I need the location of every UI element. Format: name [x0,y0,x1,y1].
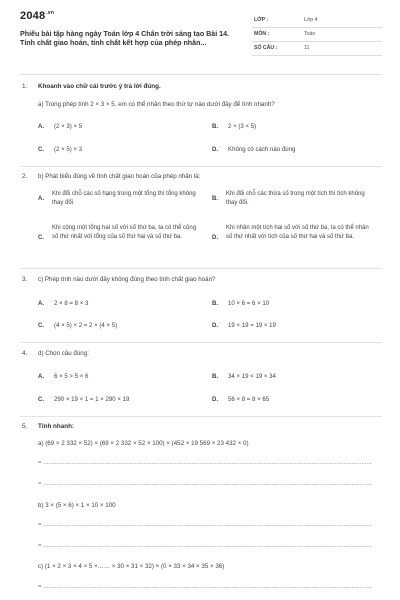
answer-option[interactable]: A. Khi đổi chỗ các số hạng trong một tổng thì tổng không thay đổi [38,191,196,206]
answer-option[interactable]: C. 290 × 19 × 1 = 1 × 290 × 19 [38,396,130,403]
answer-line[interactable]: = ..................................................................................................................................................................................................... [38,584,372,590]
question-prompt: a) Trong phép tính 2 × 3 × 5, em có thể nhân theo thứ tự nào dưới đây để tính nhanh? [38,101,275,108]
answer-option[interactable]: D. Khi nhân một tích hai số với số thứ ba, ta có thể nhân số thứ nhất với tích của số thứ hai và số thứ ba. [212,225,369,241]
answer-option[interactable]: B. 10 × 6 = 6 × 10 [212,300,270,307]
answer-option[interactable]: B. Khi đổi chỗ các thừa số trong một tích thì tích không thay đổi. [212,191,365,206]
answer-option[interactable]: D. Không có cách nào đúng [212,146,296,153]
divider [20,166,382,167]
divider [20,74,382,75]
answer-line[interactable]: = ..................................................................................................................................................................................................... [38,522,372,528]
worksheet-header [20,10,382,68]
exercise-part-a: a) (69 × 2 332 × 52) × (69 × 2 332 × 52 × 100) × (452 × 19 569 × 23 432 × 0) [38,440,249,447]
meta-row-count: SỐ CÂU : 11 [252,42,382,56]
answer-option[interactable]: D. 56 × 8 = 8 × 65 [212,396,270,403]
worksheet-title: Phiếu bài tập hàng ngày Toán lớp 4 Chân trời sáng tạo Bài 14. Tính chất giao hoán, tính chất kết hợp của phép nhân... [20,30,230,48]
divider [20,268,382,269]
answer-option[interactable]: C. (2 × 5) × 3 [38,146,83,153]
meta-row-subject: MÔN : Toán [252,28,382,42]
question-prompt: b) Phát biểu đúng về tính chất giao hoán của phép nhân là: [38,173,201,180]
answer-option[interactable]: A. 2 × 8 = 8 × 3 [38,300,89,307]
question-number: 2. [22,173,28,180]
answer-option[interactable]: A. 6 × 5 > 5 × 6 [38,373,89,380]
answer-option[interactable]: A. (2 × 3) × 5 [38,123,83,130]
divider [20,416,382,417]
question-number: 3. [22,276,28,283]
answer-option[interactable]: C. Khi cộng một tổng hai số với số thứ ba, ta có thể cộng số thứ nhất với tổng của số thứ hai và số thứ ba. [38,225,197,241]
site-logo[interactable]: $2048^{.vn}$ [20,10,55,22]
question-prompt: c) Phép tính nào dưới đây không đúng theo tính chất giao hoán? [38,276,216,283]
question-heading: Tính nhanh: [38,423,75,430]
answer-line[interactable]: = ..................................................................................................................................................................................................... [38,543,372,549]
meta-row-class: LỚP : Lớp 4 [252,14,382,28]
answer-line[interactable]: = ..................................................................................................................................................................................................... [38,460,372,466]
question-number: 5. [22,423,28,430]
question-number: 1. [22,83,28,90]
question-heading: Khoanh vào chữ cái trước ý trả lời đúng. [38,83,161,90]
exercise-part-b: b) 3 × (5 × 6) × 1 × 10 × 100 [38,502,116,509]
question-prompt: d) Chọn câu đúng: [38,350,89,357]
answer-option[interactable]: D. 19 × 19 = 19 × 19 [212,322,276,329]
answer-option[interactable]: B. 2 × (3 × 5) [212,123,257,130]
divider [20,342,382,343]
exercise-part-c: c) (1 × 2 × 3 × 4 × 5 ×…… × 30 × 31 × 32) × (0 × 33 × 34 × 35 × 36) [38,563,225,570]
worksheet-meta [252,14,382,56]
answer-line[interactable]: = ..................................................................................................................................................................................................... [38,481,372,487]
question-number: 4. [22,350,28,357]
answer-option[interactable]: B. 34 × 19 < 19 × 34 [212,373,276,380]
answer-option[interactable]: C. (4 × 5) × 2 = 2 × (4 × 5) [38,322,118,329]
